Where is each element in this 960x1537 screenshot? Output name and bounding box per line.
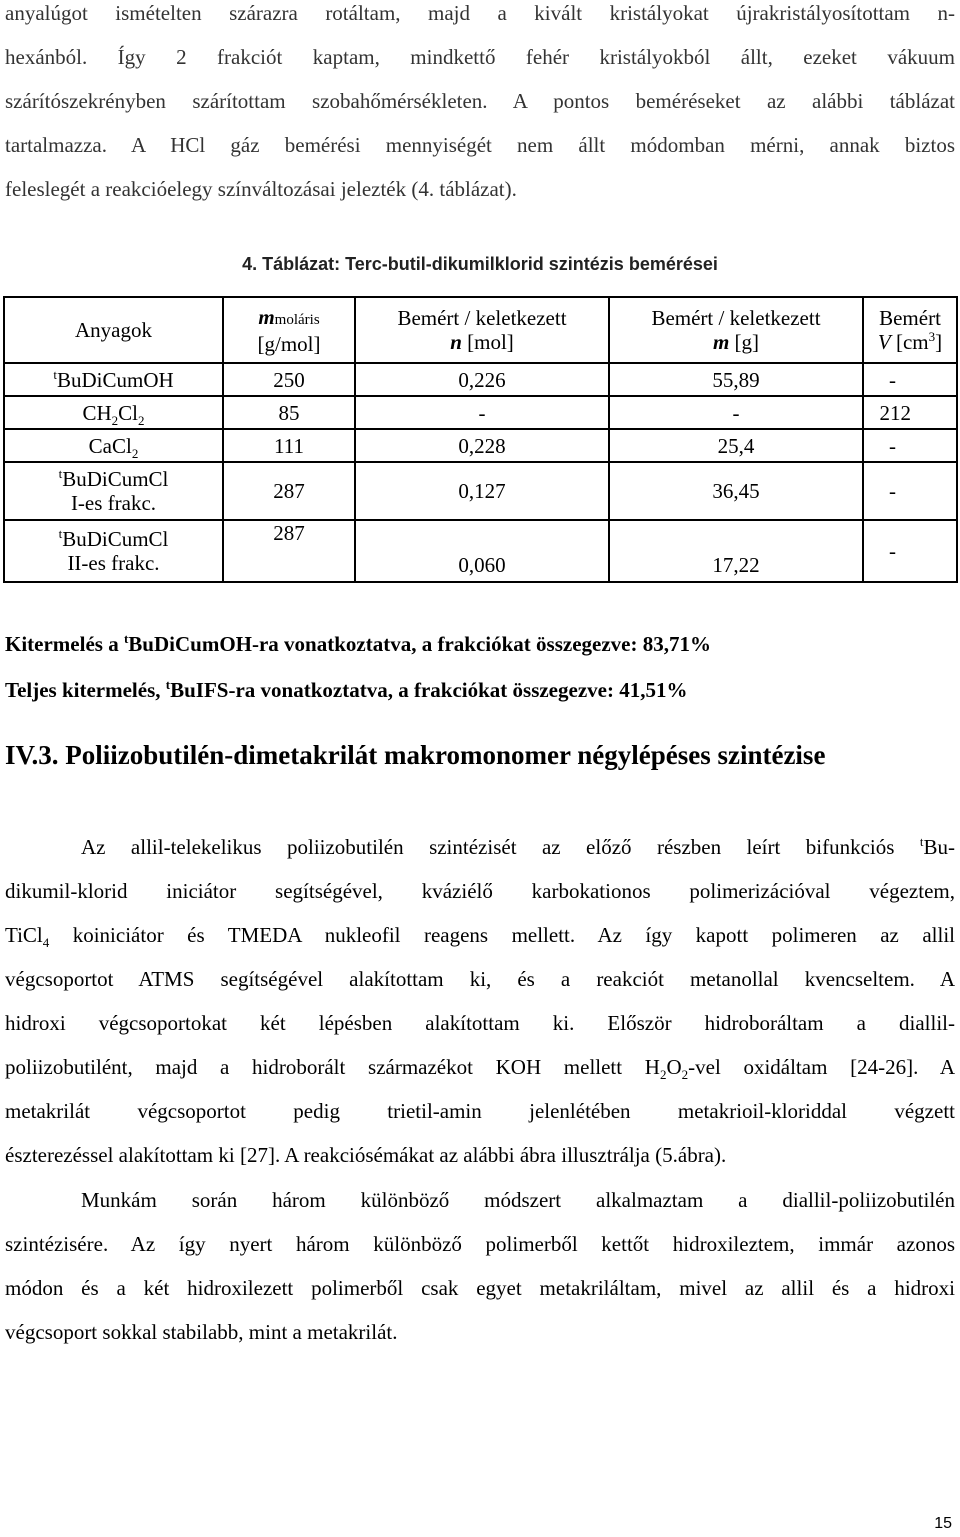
cell-moles: 0,226 <box>355 363 609 396</box>
intro-paragraph <box>5 0 955 211</box>
cell-substance: $CH_2Cl_2$ <box>4 396 223 429</box>
intro-line: feleslegét a reakcióelegy színváltozásai jelezték (4. táblázat). <box>5 177 517 201</box>
cell-volume: - <box>863 462 957 520</box>
body-line: Az allil-telekelikus poliizobutilén szintézisét az előző részben leírt bifunkciós $^t$Bu- <box>81 834 955 859</box>
cell-substance: $^t$BuDiCumCl I-es frakc. <box>4 462 223 520</box>
intro-line: tartalmazza. A HCl gáz bemérési mennyiségét nem állt módomban mérni, annak biztos <box>5 133 955 157</box>
cell-mass: - <box>609 396 863 429</box>
table-row <box>4 363 957 396</box>
table-row <box>4 429 957 462</box>
body-line: TiCl$_4$ koiniciátor és TMEDA nukleofil reagens mellett. Az így kapott polimeren az allil <box>5 923 955 951</box>
cell-molar-mass: 287 <box>223 462 355 520</box>
body-line: módon és a két hidroxilezett polimerből csak egyet metakriláltam, mivel az allil és a hidroxi <box>5 1276 955 1300</box>
intro-line: anyalúgot ismételten szárazra rotáltam, majd a kivált kristályokat újrakristályosítottam n- <box>5 1 955 25</box>
cell-moles: 0,127 <box>355 462 609 520</box>
cell-molar-mass: 250 <box>223 363 355 396</box>
intro-line: szárítószekrényben szárítottam szobahőmérsékleten. A pontos beméréseket az alábbi táblázat <box>5 89 955 113</box>
table-row <box>4 396 957 429</box>
cell-molar-mass: 111 <box>223 429 355 462</box>
header-anyagok: Anyagok <box>4 297 223 363</box>
body-line: végcsoport sokkal stabilabb, mint a metakrilát. <box>5 1320 398 1344</box>
body-line: metakrilát végcsoportot pedig trietil-amin jelenlétében metakrioil-kloriddal végzett <box>5 1099 955 1123</box>
table-row <box>4 520 957 582</box>
cell-substance: $^t$BuDiCumCl II-es frakc. <box>4 520 223 582</box>
header-moles: Bemért / keletkezett n [mol] <box>355 297 609 363</box>
yield-result: Kitermelés a $^t$BuDiCumOH-ra vonatkoztatva, a frakciókat összegezve: 83,71% <box>5 631 711 656</box>
table-caption: 4. Táblázat: Terc-butil-dikumilklorid szintézis bemérései <box>242 254 718 274</box>
header-mass: Bemért / keletkezett m [g] <box>609 297 863 363</box>
cell-substance: $^t$BuDiCumOH <box>4 363 223 396</box>
cell-molar-mass: 287 <box>223 520 355 582</box>
synthesis-table <box>3 296 958 583</box>
body-line: hidroxi végcsoportokat két lépésben alakítottam ki. Először hidroboráltam a diallil- <box>5 1011 955 1035</box>
cell-mass: 17,22 <box>609 520 863 582</box>
cell-mass: 25,4 <box>609 429 863 462</box>
cell-volume: - <box>863 520 957 582</box>
cell-volume: - <box>863 429 957 462</box>
cell-mass: 55,89 <box>609 363 863 396</box>
body-line: dikumil-klorid iniciátor segítségével, kváziélő karbokationos polimerizációval végeztem, <box>5 879 955 903</box>
page-number: 15 <box>934 1515 952 1532</box>
body-line: Munkám során három különböző módszert alkalmaztam a diallil-poliizobutilén <box>81 1188 955 1212</box>
body-line: észterezéssel alakítottam ki [27]. A reakciósémákat az alábbi ábra illusztrálja (5.ábra). <box>5 1143 727 1167</box>
total-yield-result: Teljes kitermelés, $^t$BuIFS-ra vonatkoztatva, a frakciókat összegezve: 41,51% <box>5 677 688 702</box>
body-paragraph-2 <box>5 1178 955 1354</box>
table-header-row <box>4 297 957 363</box>
intro-line: hexánból. Így 2 frakciót kaptam, mindkettő fehér kristályokból állt, ezeket vákuum <box>5 45 955 69</box>
body-line: poliizobutilént, majd a hidroborált származékot KOH mellett $H_2O_2$-vel oxidáltam [24-26]. A <box>5 1055 955 1083</box>
table-row <box>4 462 957 520</box>
section-title: IV.3. Poliizobutilén-dimetakrilát makromonomer négylépéses szintézise <box>5 740 826 770</box>
cell-volume: - <box>863 363 957 396</box>
cell-moles: - <box>355 396 609 429</box>
cell-moles: 0,228 <box>355 429 609 462</box>
header-volume: Bemért V $[cm^3]$ <box>863 297 957 363</box>
header-molar-mass: mmoláris [g/mol] <box>223 297 355 363</box>
body-paragraph-1 <box>5 825 955 1177</box>
cell-moles: 0,060 <box>355 520 609 582</box>
body-line: végcsoportot ATMS segítségével alakítottam ki, és a reakciót metanollal kvencseltem. A <box>5 967 955 991</box>
cell-mass: 36,45 <box>609 462 863 520</box>
cell-volume: 212 <box>863 396 957 429</box>
cell-molar-mass: 85 <box>223 396 355 429</box>
cell-substance: CaCl$_2$ <box>4 429 223 462</box>
body-line: szintézisére. Az így nyert három különböző polimerből kettőt hidroxileztem, immár azonos <box>5 1232 955 1256</box>
